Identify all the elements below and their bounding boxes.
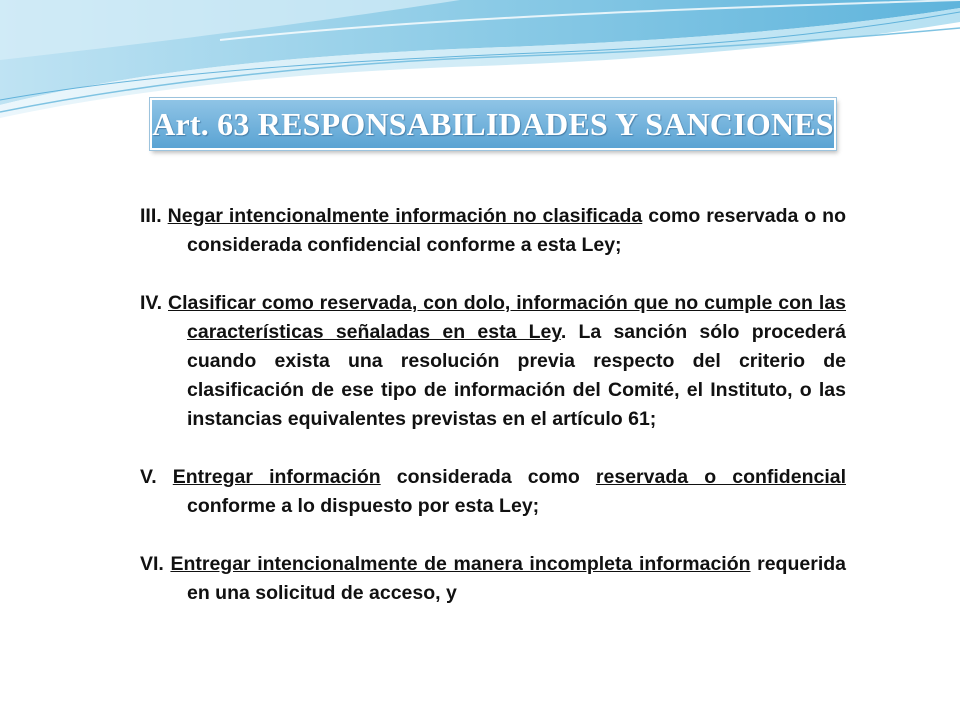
item-text: requerida en una solicitud de acceso, y bbox=[187, 553, 846, 604]
list-item-vi bbox=[140, 550, 846, 608]
item-underlined-text: Entregar intencionalmente de manera incompleta información bbox=[170, 553, 751, 575]
item-number: V. bbox=[140, 466, 157, 488]
item-number: VI. bbox=[140, 553, 164, 575]
slide-title-box bbox=[150, 98, 836, 150]
item-underlined-text: Entregar información bbox=[172, 466, 381, 488]
item-text: considerada como bbox=[380, 466, 596, 488]
item-text: como reservada o no considerada confidencial conforme a esta Ley; bbox=[187, 205, 847, 256]
item-underlined-text: reservada o confidencial bbox=[595, 466, 847, 488]
list-item-v bbox=[140, 463, 846, 521]
list-item-iv bbox=[140, 289, 846, 434]
item-text: . La sanción sólo procederá cuando exista una resolución previa respecto del criterio de clasificación de ese tipo de información del Comité, el Instituto, o las instancias equivalentes previstas en el artículo 61; bbox=[187, 321, 846, 430]
item-underlined-text: Negar intencionalmente información no clasificada bbox=[167, 205, 643, 227]
slide-body bbox=[140, 202, 846, 608]
slide-title: Art. 63 RESPONSABILIDADES Y SANCIONES bbox=[152, 105, 834, 142]
list-item-iii bbox=[140, 202, 846, 260]
item-text: conforme a lo dispuesto por esta Ley; bbox=[187, 495, 540, 517]
item-number: III. bbox=[140, 205, 162, 227]
item-number: IV. bbox=[140, 292, 163, 314]
item-underlined-text: Clasificar como reservada, con dolo, información que no cumple con las características señaladas en esta Ley bbox=[168, 292, 847, 343]
